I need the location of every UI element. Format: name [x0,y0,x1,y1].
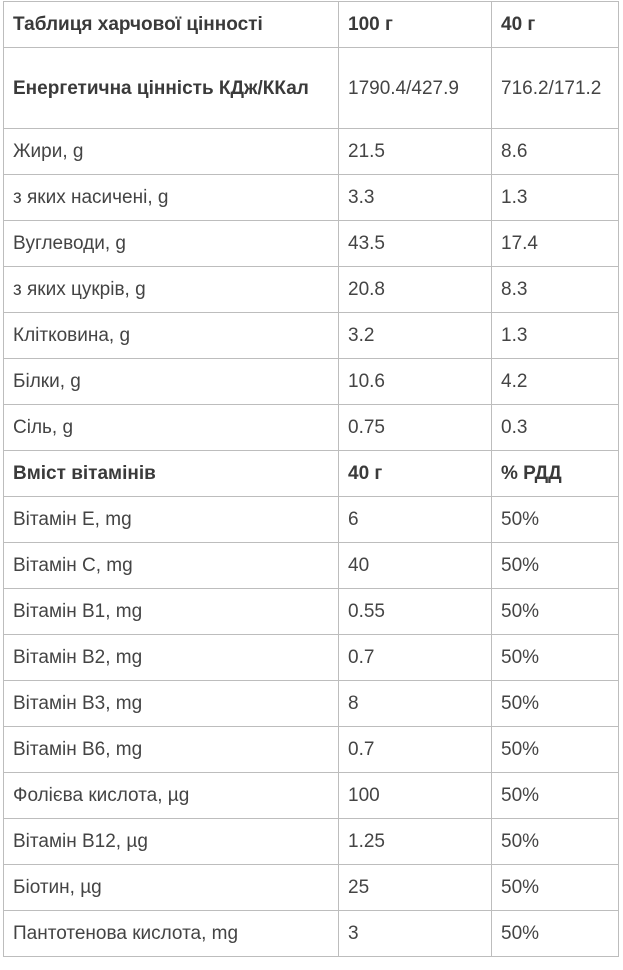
table-row [4,221,619,267]
table-row [4,543,619,589]
nutrient-label: Вуглеводи, g [4,221,339,267]
nutrient-label: з яких цукрів, g [4,267,339,313]
energy-row [4,48,619,129]
table-row [4,405,619,451]
table-row [4,589,619,635]
vitamin-value-rdd: 50% [492,819,619,865]
nutrient-value-40g: 4.2 [492,359,619,405]
nutrient-label: Жири, g [4,129,339,175]
header-col-40g: 40 г [492,2,619,48]
vitamins-header-label: Вміст вітамінів [4,451,339,497]
vitamin-value-40g: 0.55 [339,589,492,635]
nutrient-value-40g: 1.3 [492,313,619,359]
vitamin-value-rdd: 50% [492,773,619,819]
table-row [4,497,619,543]
vitamin-value-40g: 1.25 [339,819,492,865]
vitamin-value-rdd: 50% [492,865,619,911]
table-row [4,635,619,681]
table-row [4,819,619,865]
nutrient-value-100g: 3.3 [339,175,492,221]
nutrient-value-100g: 0.75 [339,405,492,451]
nutrient-value-100g: 3.2 [339,313,492,359]
vitamin-value-rdd: 50% [492,497,619,543]
vitamin-value-40g: 100 [339,773,492,819]
nutrition-table [3,1,619,957]
vitamin-value-rdd: 50% [492,911,619,957]
vitamin-value-rdd: 50% [492,727,619,773]
table-row [4,267,619,313]
table-row [4,681,619,727]
nutrient-value-100g: 20.8 [339,267,492,313]
vitamin-value-rdd: 50% [492,681,619,727]
nutrient-label: Клітковина, g [4,313,339,359]
table-row [4,359,619,405]
vitamin-value-40g: 8 [339,681,492,727]
vitamin-value-rdd: 50% [492,635,619,681]
table-row [4,175,619,221]
energy-value-40g: 716.2/171.2 [492,48,619,129]
nutrient-label: Сіль, g [4,405,339,451]
vitamin-value-40g: 0.7 [339,635,492,681]
energy-label: Енергетична цінність КДж/ККал [4,48,339,129]
vitamin-value-40g: 40 [339,543,492,589]
table-header-row [4,2,619,48]
nutrient-value-100g: 43.5 [339,221,492,267]
nutrient-value-40g: 17.4 [492,221,619,267]
energy-value-100g: 1790.4/427.9 [339,48,492,129]
nutrient-value-40g: 8.6 [492,129,619,175]
vitamin-value-40g: 0.7 [339,727,492,773]
table-row [4,865,619,911]
vitamin-value-40g: 6 [339,497,492,543]
nutrient-label: з яких насичені, g [4,175,339,221]
vitamin-label: Вітамін B1, mg [4,589,339,635]
vitamin-value-40g: 25 [339,865,492,911]
vitamin-label: Вітамін B3, mg [4,681,339,727]
header-col-100g: 100 г [339,2,492,48]
vitamin-label: Вітамін B6, mg [4,727,339,773]
vitamin-value-40g: 3 [339,911,492,957]
vitamin-label: Фолієва кислота, µg [4,773,339,819]
table-row [4,773,619,819]
vitamin-label: Вітамін B12, µg [4,819,339,865]
nutrient-label: Білки, g [4,359,339,405]
table-row [4,727,619,773]
vitamin-label: Пантотенова кислота, mg [4,911,339,957]
vitamin-label: Вітамін B2, mg [4,635,339,681]
nutrient-value-40g: 8.3 [492,267,619,313]
vitamin-label: Вітамін C, mg [4,543,339,589]
vitamin-label: Біотин, µg [4,865,339,911]
table-row [4,911,619,957]
nutrient-value-40g: 0.3 [492,405,619,451]
vitamin-value-rdd: 50% [492,589,619,635]
nutrient-value-40g: 1.3 [492,175,619,221]
vitamin-value-rdd: 50% [492,543,619,589]
vitamins-header-col-rdd: % РДД [492,451,619,497]
table-row [4,313,619,359]
table-row [4,129,619,175]
vitamins-header-row [4,451,619,497]
nutrient-value-100g: 10.6 [339,359,492,405]
vitamin-label: Вітамін E, mg [4,497,339,543]
vitamins-header-col-40g: 40 г [339,451,492,497]
nutrient-value-100g: 21.5 [339,129,492,175]
header-label: Таблиця харчової цінності [4,2,339,48]
